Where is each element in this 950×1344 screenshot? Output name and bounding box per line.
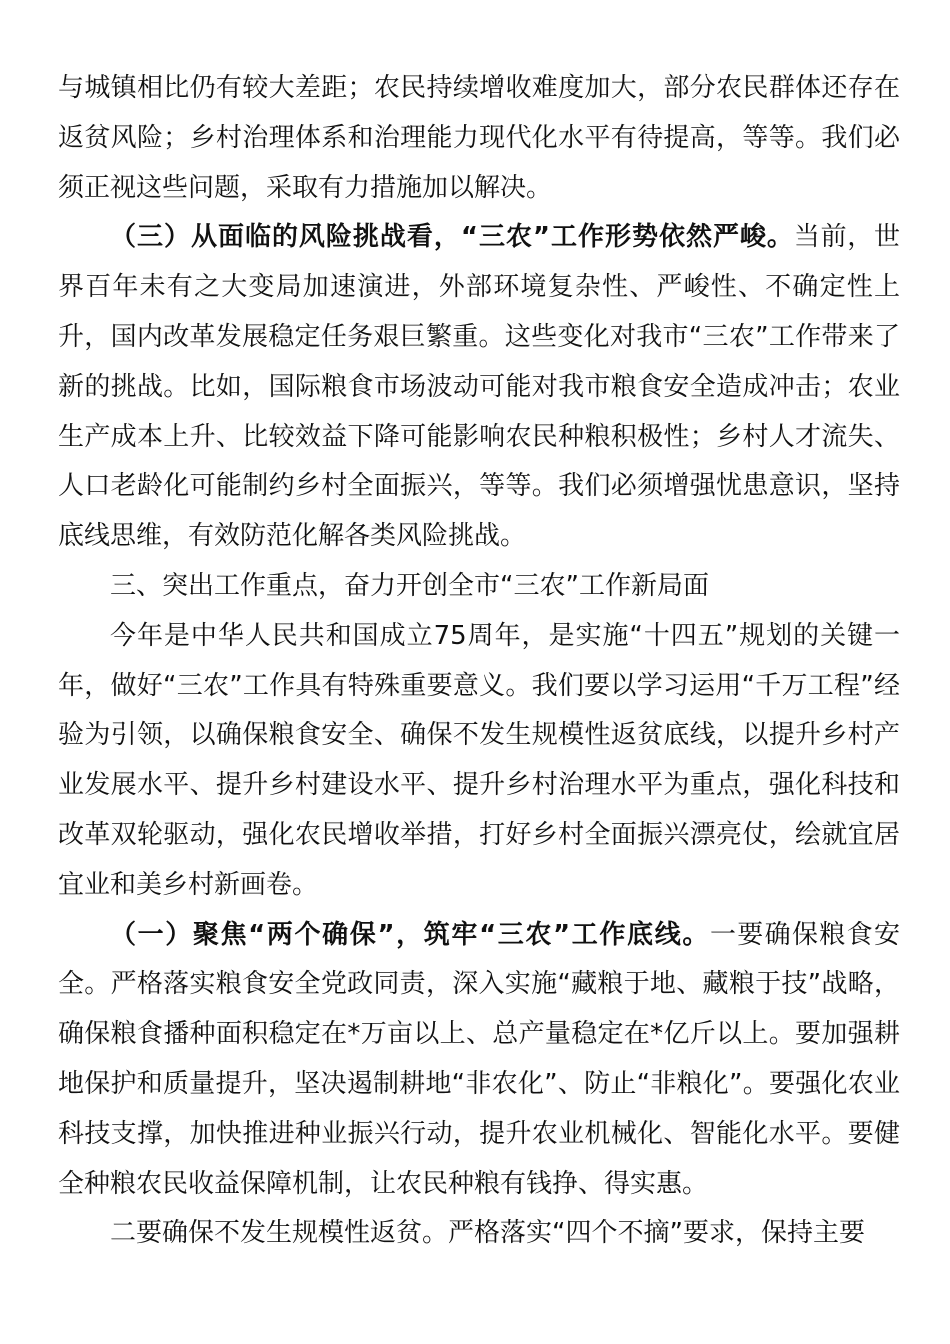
paragraph-two-ensures <box>58 911 900 1210</box>
document-page <box>58 64 900 1259</box>
section-title-three <box>58 562 900 612</box>
paragraph-this-year <box>58 612 900 911</box>
paragraph-text: 二要确保不发生规模性返贫。严格落实“四个不摘”要求，保持主要 <box>110 1218 865 1249</box>
paragraph-text: 当前，世界百年未有之大变局加速演进，外部环境复杂性、严峻性、不确定性上升，国内改革发展稳定任务艰巨繁重。这些变化对我市“三农”工作带来了新的挑战。比如，国际粮食市场波动可能对我市粮食安全造成冲击；农业生产成本上升、比较效益下降可能影响农民种粮积极性；乡村人才流失、人口老龄化可能制约乡村全面振兴，等等。我们必须增强忧患意识，坚持底线思维，有效防范化解各类风险挑战。 <box>58 222 900 552</box>
section-heading-two-ensures: （一）聚焦“两个确保”，筑牢“三农”工作底线。 <box>110 919 710 950</box>
paragraph-risk-challenges <box>58 213 900 562</box>
paragraph-continuation <box>58 64 900 213</box>
section-title-text: 三、突出工作重点，奋力开创全市“三农”工作新局面 <box>110 570 709 601</box>
paragraph-poverty-return <box>58 1209 900 1259</box>
paragraph-text: 今年是中华人民共和国成立75周年，是实施“十四五”规划的关键一年，做好“三农”工作具有特殊重要意义。我们要以学习运用“千万工程”经验为引领，以确保粮食安全、确保不发生规模性返贫底线，以提升乡村产业发展水平、提升乡村建设水平、提升乡村治理水平为重点，强化科技和改革双轮驱动，强化农民增收举措，打好乡村全面振兴漂亮仗，绘就宜居宜业和美乡村新画卷。 <box>58 620 900 900</box>
paragraph-text: 一要确保粮食安全。严格落实粮食安全党政同责，深入实施“藏粮于地、藏粮于技”战略，确保粮食播种面积稳定在*万亩以上、总产量稳定在*亿斤以上。要加强耕地保护和质量提升，坚决遏制耕地“非农化”、防止“非粮化”。要强化农业科技支撑，加快推进种业振兴行动，提升农业机械化、智能化水平。要健全种粮农民收益保障机制，让农民种粮有钱挣、得实惠。 <box>58 919 900 1199</box>
section-heading-risk: （三）从面临的风险挑战看，“三农”工作形势依然严峻。 <box>110 222 794 253</box>
paragraph-text: 与城镇相比仍有较大差距；农民持续增收难度加大，部分农民群体还存在返贫风险；乡村治理体系和治理能力现代化水平有待提高，等等。我们必须正视这些问题，采取有力措施加以解决。 <box>58 73 900 203</box>
